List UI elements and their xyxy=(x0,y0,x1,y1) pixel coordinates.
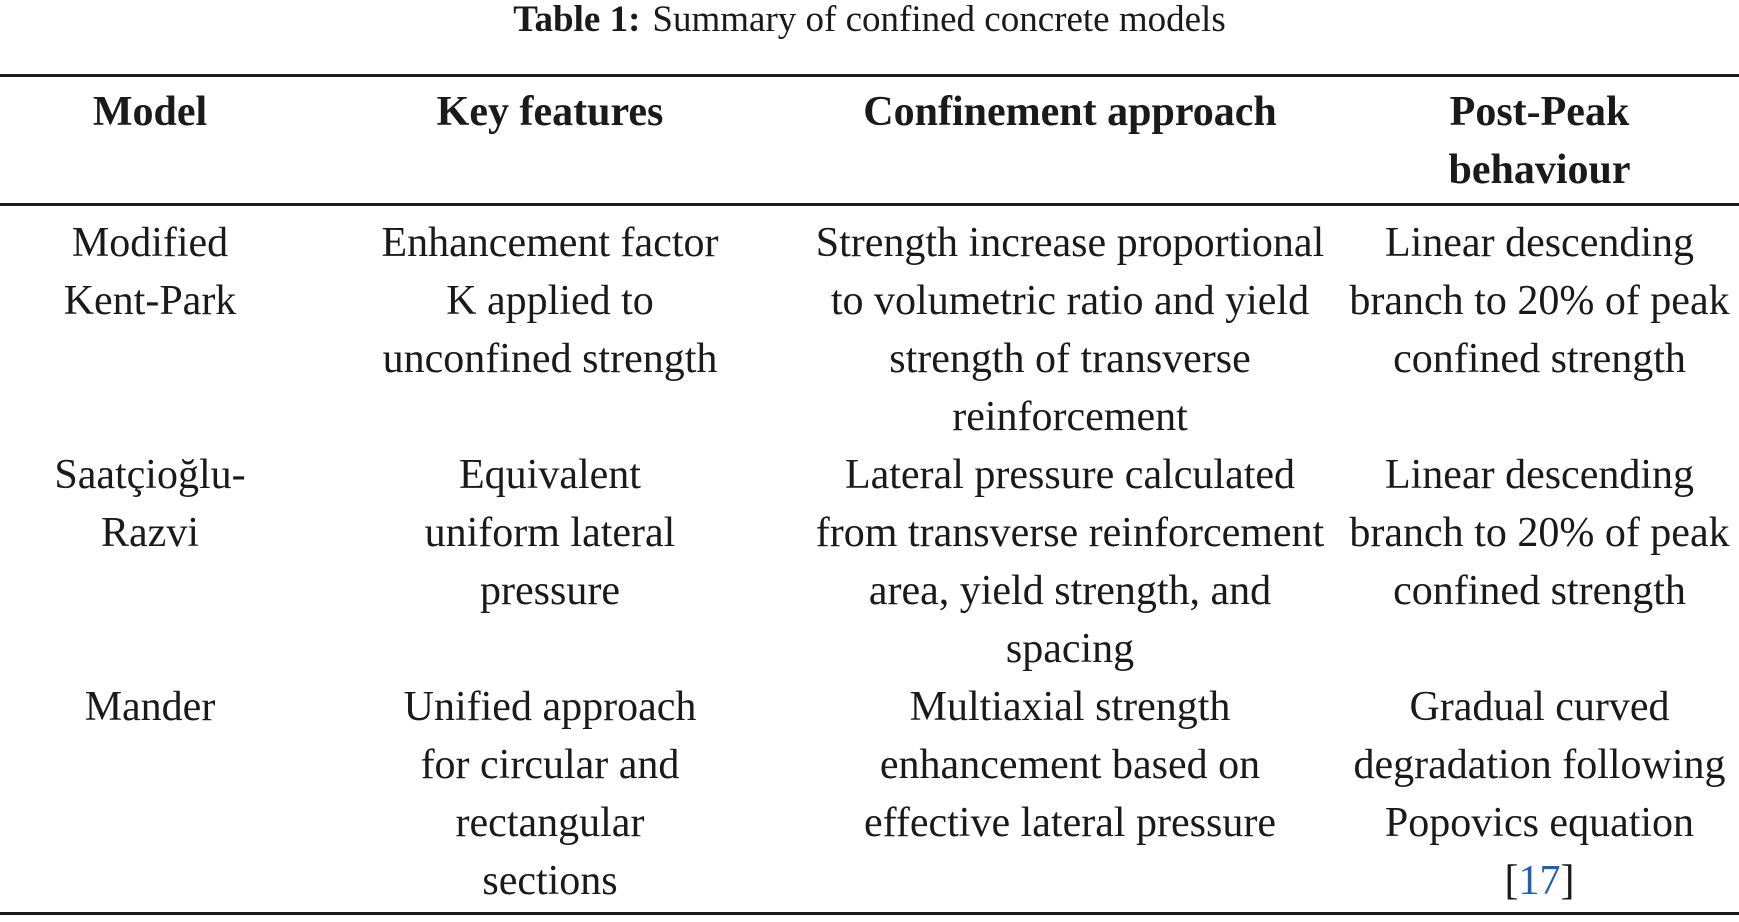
cell-model-text: Mander xyxy=(84,684,216,730)
cell-post-peak-text: Gradual curved degradation following Popovics equation xyxy=(1353,684,1726,846)
cell-model-text: Saatçioğlu-Razvi xyxy=(54,452,246,556)
cell-confinement-text: Multiaxial strength enhancement based on effective lateral pressure xyxy=(864,684,1276,846)
header-post-peak-behaviour xyxy=(1340,76,1739,205)
table-row xyxy=(0,205,1739,447)
header-key-features: Key features xyxy=(436,89,664,135)
cell-key-features xyxy=(300,446,800,678)
header-post-peak-text: Post-Peak behaviour xyxy=(1448,89,1631,193)
table-header-row xyxy=(0,76,1739,205)
caption-label: Table 1: xyxy=(513,0,641,40)
citation-link[interactable]: 17 xyxy=(1518,858,1561,904)
cell-key-features xyxy=(300,678,800,914)
cell-key-features-text: Equivalent uniform lateral pressure xyxy=(424,452,676,614)
cell-model-text: Modified Kent-Park xyxy=(63,220,237,324)
cell-post-peak-behaviour xyxy=(1340,678,1739,914)
cell-key-features-text: Unified approach for circular and rectangular sections xyxy=(403,684,697,904)
table-caption xyxy=(0,0,1739,40)
cell-key-features xyxy=(300,205,800,447)
cell-model xyxy=(0,205,300,447)
cell-model xyxy=(0,678,300,914)
header-model: Model xyxy=(92,89,208,135)
cell-key-features-text: Enhancement factor K applied to unconfined strength xyxy=(381,220,719,382)
cell-model xyxy=(0,446,300,678)
citation-open-bracket: [ xyxy=(1504,858,1519,904)
cell-confinement-approach: Strength increase proportional to volumetric ratio and yield strength of transverse reinforcement xyxy=(815,220,1325,440)
header-confinement-approach: Confinement approach xyxy=(863,89,1277,135)
table-row xyxy=(0,678,1739,914)
caption-text: Summary of confined concrete models xyxy=(652,0,1226,40)
cell-post-peak-behaviour: Linear descending branch to 20% of peak confined strength xyxy=(1349,452,1730,614)
cell-post-peak-behaviour: Linear descending branch to 20% of peak confined strength xyxy=(1349,220,1730,382)
cell-confinement-approach: Lateral pressure calculated from transverse reinforcement area, yield strength, and spacing xyxy=(815,452,1325,672)
table-row xyxy=(0,446,1739,678)
summary-table xyxy=(0,74,1739,915)
cell-confinement-approach xyxy=(800,678,1340,914)
citation-close-bracket: ] xyxy=(1560,858,1575,904)
